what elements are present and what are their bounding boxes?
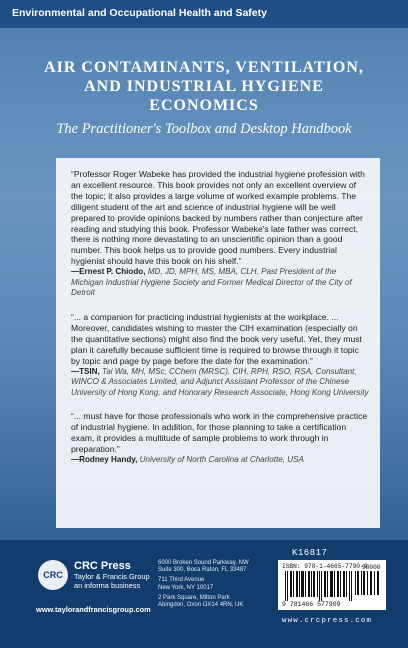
book-subtitle: The Practitioner's Toolbox and Desktop Handbook xyxy=(56,121,352,137)
address-line: 711 Third Avenue xyxy=(158,577,205,584)
reviewer-name: —Ernest P. Chiodo, xyxy=(71,267,146,277)
price-code: 90000 xyxy=(362,564,381,571)
review-quote: “Professor Roger Wabeke has provided the industrial hygiene profession with an excellent resource. This book provides not only an excellent overview of the topic; it also provides a large volume of worked example problems. The diligent student of the art and science of industrial hygiene will be well prepared to provide opinions backed by numbers rather than conjecture after reading and studying this book. Professor Wabeke's late father was correct, there is nothing more devastating to an unscientific opinion than a good number. This book helps us to provide good numbers. Every industrial hygienist should have this book on his shelf.” xyxy=(71,169,365,267)
reviewer-name: —TSIN, xyxy=(71,366,100,376)
review-attribution xyxy=(71,455,369,465)
publisher-name: CRC Press xyxy=(74,560,131,572)
address-line: Suite 300, Boca Raton, FL 33487 xyxy=(158,567,247,574)
publisher-website-link[interactable]: www.taylorandfrancisgroup.com xyxy=(36,605,151,614)
reviewer-name: —Rodney Handy, xyxy=(71,454,138,464)
address-line: 6000 Broken Sound Parkway, NW xyxy=(158,560,249,566)
review-attribution xyxy=(71,267,369,298)
reviewer-credentials: Tai Wa, MH, MSc, CChem (MRSC), CIH, RPH, RSO, RSA, Consultant, WINCO & Associates Limited, and Adjunct Assistant Professor of the Chinese University of Hong Kong, and Honorary Research Associate, Hong Kong University xyxy=(71,366,369,397)
title-block xyxy=(0,58,408,138)
address-line: New York, NY 10017 xyxy=(158,584,214,591)
isbn-text: ISBN: 978-1-4665-7790-9 xyxy=(282,563,368,570)
barcode-icon xyxy=(283,571,381,601)
review-quote: “... must have for those professionals who work in the comprehensive practice of industrial hygiene. In addition, for those planning to take a certification exam, it provides a multitude of sample problems to work through in preparation.” xyxy=(71,411,368,454)
book-title-line-3: ECONOMICS xyxy=(149,97,259,114)
publisher-block xyxy=(74,560,150,590)
crcpress-website-link[interactable]: www.crcpress.com xyxy=(282,617,373,625)
review-2 xyxy=(71,312,369,398)
reviews-panel xyxy=(56,158,380,528)
reviewer-credentials: MD, JD, MPH, MS, MBA, CLH, Past President of the Michigan Industrial Hygiene Society and Former Medical Director of the City of Detroit xyxy=(71,267,352,297)
reviewer-credentials: University of North Carolina at Charlotte, USA xyxy=(137,454,304,464)
review-attribution xyxy=(71,367,369,398)
review-1 xyxy=(71,169,369,298)
product-code: K16817 xyxy=(292,548,328,558)
series-title: Environmental and Occupational Health and Safety xyxy=(12,7,267,19)
book-title-line-1: AIR CONTAMINANTS, VENTILATION, xyxy=(44,59,364,76)
address-line: 2 Park Square, Milton Park xyxy=(158,594,230,601)
review-3 xyxy=(71,411,369,465)
address-line: Abingdon, Oxon OX14 4RN, UK xyxy=(158,602,244,609)
crc-logo-icon: CRC xyxy=(38,560,68,590)
publisher-addresses xyxy=(158,560,273,609)
publisher-tagline: an informa business xyxy=(74,581,141,590)
publisher-group: Taylor & Francis Group xyxy=(74,572,150,581)
review-quote: “... a companion for practicing industrial hygienists at the workplace. ... Moreover, candidates wishing to master the CIH examination (especially on the quantitative sections) might also find the book very useful. Yet, they must plan it carefully because sufficient time is required to browse through it topic by topic and page by page before the date for the examination.” xyxy=(71,312,362,366)
book-title-line-2: AND INDUSTRIAL HYGIENE xyxy=(84,78,324,95)
barcode-number: 9 781466 577909 xyxy=(282,601,341,608)
series-band xyxy=(0,0,408,28)
